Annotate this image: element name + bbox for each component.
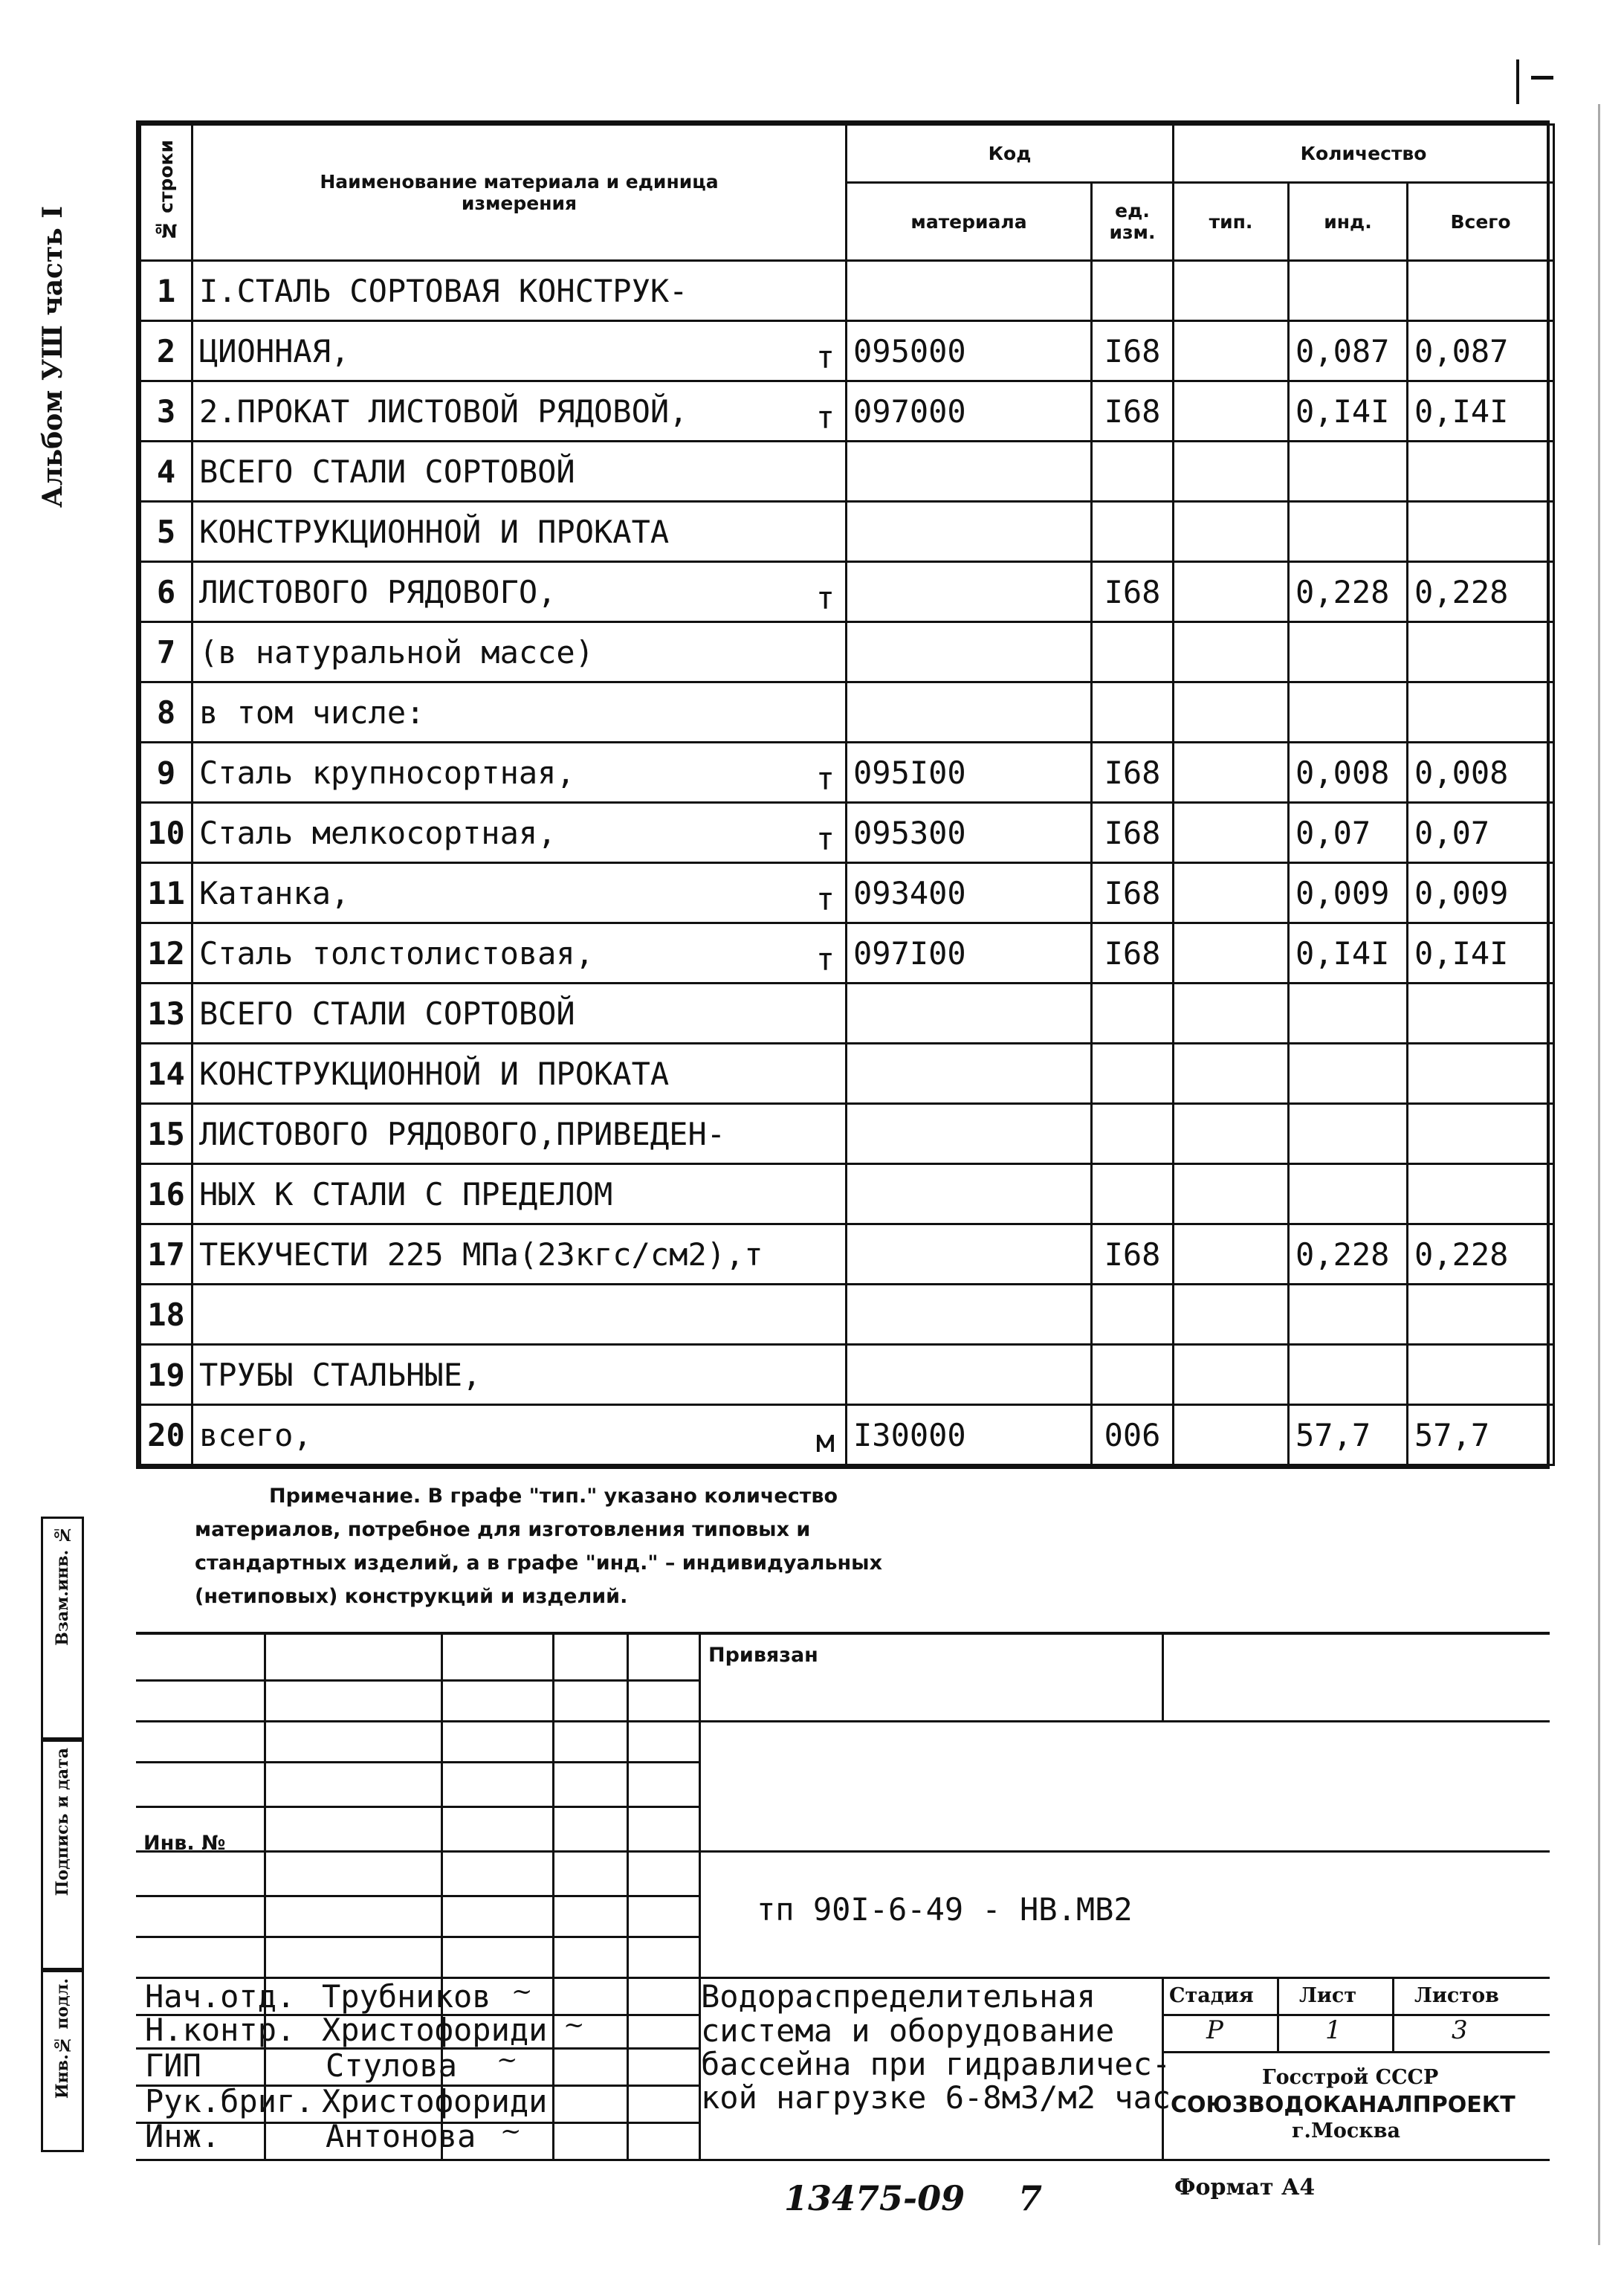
qty-ind: 0,087 bbox=[1289, 321, 1408, 381]
format-label: Формат А4 bbox=[1174, 2174, 1316, 2200]
qty-total bbox=[1408, 502, 1554, 562]
qty-total bbox=[1408, 984, 1554, 1044]
material-code bbox=[847, 502, 1092, 562]
album-label: Альбом УШ часть I bbox=[37, 205, 68, 508]
qty-ind: 0,228 bbox=[1289, 1224, 1408, 1285]
signature-mark: ~ bbox=[511, 1977, 533, 2006]
person-role: Н.контр. bbox=[145, 2012, 296, 2048]
title-line: система и оборудование bbox=[701, 2012, 1115, 2049]
table-row bbox=[140, 984, 1554, 1044]
archive-number: 13475-09 bbox=[784, 2178, 965, 2218]
row-number: 9 bbox=[140, 743, 193, 803]
material-name bbox=[193, 261, 847, 321]
qty-total bbox=[1408, 1345, 1554, 1405]
row-number: 12 bbox=[140, 923, 193, 984]
material-name-text: Катанка, bbox=[199, 874, 350, 911]
row-number: 19 bbox=[140, 1345, 193, 1405]
material-name-text: ВСЕГО СТАЛИ СОРТОВОЙ bbox=[199, 995, 575, 1032]
row-number: 13 bbox=[140, 984, 193, 1044]
row-number: 2 bbox=[140, 321, 193, 381]
unit-code bbox=[1092, 1104, 1174, 1164]
material-name bbox=[193, 923, 847, 984]
material-name-text: (в натуральной массе) bbox=[199, 633, 595, 671]
qty-typ bbox=[1174, 863, 1289, 923]
qty-typ bbox=[1174, 1044, 1289, 1104]
material-code bbox=[847, 1345, 1092, 1405]
material-name-text: КОНСТРУКЦИОННОЙ И ПРОКАТА bbox=[199, 513, 670, 550]
title-line: кой нагрузке 6-8м3/м2 час bbox=[701, 2079, 1171, 2116]
qty-ind: 57,7 bbox=[1289, 1405, 1408, 1465]
qty-total: 0,I4I bbox=[1408, 923, 1554, 984]
page-edge bbox=[1598, 104, 1600, 2245]
qty-typ bbox=[1174, 1285, 1289, 1345]
material-name bbox=[193, 863, 847, 923]
qty-total: 0,228 bbox=[1408, 1224, 1554, 1285]
person-role: Инж. bbox=[145, 2118, 221, 2154]
unit-code: I68 bbox=[1092, 381, 1174, 442]
material-code: I30000 bbox=[847, 1405, 1092, 1465]
material-unit: м bbox=[815, 1423, 835, 1459]
note-line: материалов, потребное для изготовления типовых и bbox=[195, 1518, 811, 1541]
material-code bbox=[847, 562, 1092, 622]
table-row bbox=[140, 502, 1554, 562]
material-unit: т bbox=[815, 881, 835, 917]
qty-total: 0,I4I bbox=[1408, 381, 1554, 442]
qty-total bbox=[1408, 1285, 1554, 1345]
unit-code bbox=[1092, 622, 1174, 682]
material-name-text: ТРУБЫ СТАЛЬНЫЕ, bbox=[199, 1356, 482, 1393]
header-row-no: № строки bbox=[140, 125, 193, 261]
table-row bbox=[140, 321, 1554, 381]
unit-code bbox=[1092, 682, 1174, 743]
qty-total bbox=[1408, 682, 1554, 743]
qty-total: 0,009 bbox=[1408, 863, 1554, 923]
unit-code bbox=[1092, 1044, 1174, 1104]
material-name bbox=[193, 381, 847, 442]
qty-total: 0,228 bbox=[1408, 562, 1554, 622]
table-row bbox=[140, 743, 1554, 803]
material-code bbox=[847, 682, 1092, 743]
person-name: Трубников bbox=[322, 1978, 491, 2015]
header-code: Код bbox=[847, 125, 1174, 183]
materials-table-frame bbox=[136, 120, 1550, 1469]
material-name bbox=[193, 803, 847, 863]
unit-code bbox=[1092, 502, 1174, 562]
table-row bbox=[140, 562, 1554, 622]
stage-label: Стадия bbox=[1169, 1984, 1254, 2007]
table-row bbox=[140, 923, 1554, 984]
corner-mark bbox=[1516, 59, 1519, 104]
material-code: 095I00 bbox=[847, 743, 1092, 803]
qty-typ bbox=[1174, 1164, 1289, 1224]
person-role: ГИП bbox=[145, 2047, 201, 2084]
qty-total bbox=[1408, 1104, 1554, 1164]
material-unit: т bbox=[815, 339, 835, 375]
row-number: 7 bbox=[140, 622, 193, 682]
title-line: Водораспределительная bbox=[701, 1978, 1096, 2015]
stage-value: Р bbox=[1206, 2015, 1223, 2045]
material-name-text: Сталь мелкосортная, bbox=[199, 814, 557, 851]
row-number: 5 bbox=[140, 502, 193, 562]
privyazan-label: Привязан bbox=[708, 1644, 818, 1667]
qty-typ bbox=[1174, 1104, 1289, 1164]
unit-code bbox=[1092, 1164, 1174, 1224]
note-line: стандартных изделий, а в графе "инд." – индивидуальных bbox=[195, 1551, 883, 1575]
unit-code: I68 bbox=[1092, 1224, 1174, 1285]
material-code bbox=[847, 261, 1092, 321]
qty-total bbox=[1408, 442, 1554, 502]
material-name-text: Сталь толстолистовая, bbox=[199, 934, 595, 972]
qty-ind: 0,I4I bbox=[1289, 923, 1408, 984]
materials-table-body bbox=[140, 261, 1554, 1465]
material-name-text: 2.ПРОКАТ ЛИСТОВОЙ РЯДОВОЙ, bbox=[199, 393, 688, 430]
material-name bbox=[193, 622, 847, 682]
title-line: бассейна при гидравличес- bbox=[701, 2046, 1171, 2082]
page-number: 7 bbox=[1018, 2178, 1043, 2218]
table-row bbox=[140, 381, 1554, 442]
material-name bbox=[193, 1164, 847, 1224]
sheets-label: Листов bbox=[1414, 1984, 1499, 2007]
qty-ind: 0,228 bbox=[1289, 562, 1408, 622]
qty-typ bbox=[1174, 562, 1289, 622]
unit-code: I68 bbox=[1092, 743, 1174, 803]
material-name bbox=[193, 743, 847, 803]
material-code bbox=[847, 1285, 1092, 1345]
unit-code bbox=[1092, 984, 1174, 1044]
table-row bbox=[140, 1345, 1554, 1405]
material-name bbox=[193, 984, 847, 1044]
qty-typ bbox=[1174, 1345, 1289, 1405]
unit-code: 006 bbox=[1092, 1405, 1174, 1465]
qty-ind: 0,07 bbox=[1289, 803, 1408, 863]
qty-ind bbox=[1289, 622, 1408, 682]
unit-code bbox=[1092, 1285, 1174, 1345]
qty-total: 57,7 bbox=[1408, 1405, 1554, 1465]
table-row bbox=[140, 1405, 1554, 1465]
material-code bbox=[847, 442, 1092, 502]
qty-typ bbox=[1174, 1224, 1289, 1285]
row-number: 17 bbox=[140, 1224, 193, 1285]
person-role: Нач.отд. bbox=[145, 1978, 296, 2015]
qty-typ bbox=[1174, 442, 1289, 502]
material-name-text: ВСЕГО СТАЛИ СОРТОВОЙ bbox=[199, 453, 575, 490]
row-number: 16 bbox=[140, 1164, 193, 1224]
table-row bbox=[140, 863, 1554, 923]
row-number: 1 bbox=[140, 261, 193, 321]
unit-code: I68 bbox=[1092, 923, 1174, 984]
header-qty-ind: инд. bbox=[1289, 183, 1408, 261]
person-role: Рук.бриг. bbox=[145, 2083, 314, 2119]
material-name-text: I.СТАЛЬ СОРТОВАЯ КОНСТРУК- bbox=[199, 272, 688, 309]
material-name bbox=[193, 1104, 847, 1164]
qty-ind: 0,008 bbox=[1289, 743, 1408, 803]
stamp-label: Подпись и дата bbox=[53, 1748, 72, 1896]
signature-mark: ~ bbox=[500, 2116, 522, 2146]
material-code bbox=[847, 1164, 1092, 1224]
inv-no-label: Инв. № bbox=[143, 1832, 226, 1855]
material-name-text: ТЕКУЧЕСТИ 225 МПа(23кгс/см2),т bbox=[199, 1236, 763, 1273]
qty-ind bbox=[1289, 1104, 1408, 1164]
qty-typ bbox=[1174, 984, 1289, 1044]
material-name bbox=[193, 1224, 847, 1285]
material-name-text: в том числе: bbox=[199, 694, 425, 731]
stamp-original-inv bbox=[41, 1970, 84, 2152]
qty-total: 0,07 bbox=[1408, 803, 1554, 863]
qty-ind: 0,009 bbox=[1289, 863, 1408, 923]
sheets-value: 3 bbox=[1452, 2015, 1468, 2045]
person-name: Христофориди bbox=[322, 2012, 548, 2048]
qty-total: 0,087 bbox=[1408, 321, 1554, 381]
qty-total bbox=[1408, 622, 1554, 682]
materials-table bbox=[139, 123, 1555, 1466]
header-code-unit: ед. изм. bbox=[1092, 183, 1174, 261]
material-name bbox=[193, 442, 847, 502]
row-number: 8 bbox=[140, 682, 193, 743]
qty-typ bbox=[1174, 381, 1289, 442]
row-number: 15 bbox=[140, 1104, 193, 1164]
qty-total bbox=[1408, 261, 1554, 321]
table-row bbox=[140, 1224, 1554, 1285]
header-quantity: Количество bbox=[1174, 125, 1554, 183]
material-code: 097I00 bbox=[847, 923, 1092, 984]
material-unit: т bbox=[815, 941, 835, 978]
org-line: СОЮЗВОДОКАНАЛПРОЕКТ bbox=[1171, 2092, 1515, 2118]
unit-code bbox=[1092, 1345, 1174, 1405]
material-name-text: ЛИСТОВОГО РЯДОВОГО, bbox=[199, 573, 557, 610]
material-unit: т bbox=[815, 761, 835, 797]
qty-total bbox=[1408, 1164, 1554, 1224]
qty-ind bbox=[1289, 984, 1408, 1044]
header-qty-total: Всего bbox=[1408, 183, 1554, 261]
qty-typ bbox=[1174, 682, 1289, 743]
unit-code bbox=[1092, 442, 1174, 502]
qty-typ bbox=[1174, 261, 1289, 321]
material-code: 095000 bbox=[847, 321, 1092, 381]
material-name-text: всего, bbox=[199, 1416, 312, 1453]
qty-ind bbox=[1289, 1345, 1408, 1405]
material-name-text: ЦИОННАЯ, bbox=[199, 332, 350, 369]
qty-typ bbox=[1174, 923, 1289, 984]
qty-ind bbox=[1289, 502, 1408, 562]
note bbox=[195, 1479, 1049, 1613]
org-line: Госстрой СССР bbox=[1262, 2066, 1439, 2089]
qty-ind: 0,I4I bbox=[1289, 381, 1408, 442]
table-row bbox=[140, 682, 1554, 743]
person-name: Антонова bbox=[326, 2118, 476, 2154]
qty-ind bbox=[1289, 682, 1408, 743]
material-name bbox=[193, 682, 847, 743]
material-name bbox=[193, 502, 847, 562]
unit-code: I68 bbox=[1092, 321, 1174, 381]
material-name-text: КОНСТРУКЦИОННОЙ И ПРОКАТА bbox=[199, 1055, 670, 1092]
unit-code: I68 bbox=[1092, 803, 1174, 863]
material-name bbox=[193, 1345, 847, 1405]
stamp-label: Взам.инв. № bbox=[53, 1525, 72, 1646]
qty-total: 0,008 bbox=[1408, 743, 1554, 803]
table-row bbox=[140, 803, 1554, 863]
material-code bbox=[847, 1044, 1092, 1104]
material-unit: т bbox=[815, 399, 835, 436]
material-name bbox=[193, 1405, 847, 1465]
qty-ind bbox=[1289, 261, 1408, 321]
table-row bbox=[140, 1164, 1554, 1224]
sheet-label: Лист bbox=[1299, 1984, 1357, 2007]
material-name bbox=[193, 1044, 847, 1104]
document-code: тп 90I-6-49 - НВ.МВ2 bbox=[757, 1891, 1133, 1928]
header-name: Наименование материала и единица измерения bbox=[193, 125, 847, 261]
material-name bbox=[193, 562, 847, 622]
person-name: Христофориди bbox=[322, 2083, 548, 2119]
table-row bbox=[140, 1104, 1554, 1164]
qty-typ bbox=[1174, 502, 1289, 562]
person-name: Стулова bbox=[326, 2047, 458, 2084]
material-code: 095300 bbox=[847, 803, 1092, 863]
unit-code: I68 bbox=[1092, 562, 1174, 622]
note-line: Примечание. В графе "тип." указано количество bbox=[269, 1485, 838, 1508]
signature-mark: ~ bbox=[563, 2010, 585, 2040]
table-row bbox=[140, 1285, 1554, 1345]
qty-ind bbox=[1289, 1044, 1408, 1104]
row-number: 14 bbox=[140, 1044, 193, 1104]
title-block bbox=[136, 1632, 1550, 2158]
row-number: 3 bbox=[140, 381, 193, 442]
material-code bbox=[847, 622, 1092, 682]
row-number: 20 bbox=[140, 1405, 193, 1465]
note-line: (нетиповых) конструкций и изделий. bbox=[195, 1585, 628, 1608]
material-code bbox=[847, 1104, 1092, 1164]
qty-total bbox=[1408, 1044, 1554, 1104]
material-code: 097000 bbox=[847, 381, 1092, 442]
row-number: 10 bbox=[140, 803, 193, 863]
stamp-replaced-inv bbox=[41, 1517, 84, 1740]
table-row bbox=[140, 442, 1554, 502]
row-number: 11 bbox=[140, 863, 193, 923]
qty-typ bbox=[1174, 1405, 1289, 1465]
qty-typ bbox=[1174, 803, 1289, 863]
material-name-text: НЫХ К СТАЛИ С ПРЕДЕЛОМ bbox=[199, 1175, 613, 1212]
material-name-text: ЛИСТОВОГО РЯДОВОГО,ПРИВЕДЕН- bbox=[199, 1115, 726, 1152]
qty-typ bbox=[1174, 622, 1289, 682]
row-number: 4 bbox=[140, 442, 193, 502]
sheet-value: 1 bbox=[1325, 2015, 1342, 2045]
qty-typ bbox=[1174, 743, 1289, 803]
qty-typ bbox=[1174, 321, 1289, 381]
row-number: 6 bbox=[140, 562, 193, 622]
qty-ind bbox=[1289, 1285, 1408, 1345]
row-number: 18 bbox=[140, 1285, 193, 1345]
stamp-label: Инв.№ подл. bbox=[53, 1978, 72, 2099]
corner-dash bbox=[1531, 76, 1553, 80]
material-unit: т bbox=[815, 821, 835, 857]
material-code: 093400 bbox=[847, 863, 1092, 923]
unit-code bbox=[1092, 261, 1174, 321]
header-code-material: материала bbox=[847, 183, 1092, 261]
signature-mark: ~ bbox=[496, 2045, 518, 2075]
qty-ind bbox=[1289, 442, 1408, 502]
material-name-text: Сталь крупносортная, bbox=[199, 754, 575, 791]
unit-code: I68 bbox=[1092, 863, 1174, 923]
stamp-signature-date bbox=[41, 1740, 84, 1970]
qty-ind bbox=[1289, 1164, 1408, 1224]
table-row bbox=[140, 622, 1554, 682]
material-code bbox=[847, 984, 1092, 1044]
material-code bbox=[847, 1224, 1092, 1285]
org-line: г.Москва bbox=[1292, 2119, 1401, 2142]
material-name bbox=[193, 1285, 847, 1345]
material-name bbox=[193, 321, 847, 381]
material-unit: т bbox=[815, 580, 835, 616]
table-row bbox=[140, 261, 1554, 321]
table-row bbox=[140, 1044, 1554, 1104]
header-qty-typ: тип. bbox=[1174, 183, 1289, 261]
